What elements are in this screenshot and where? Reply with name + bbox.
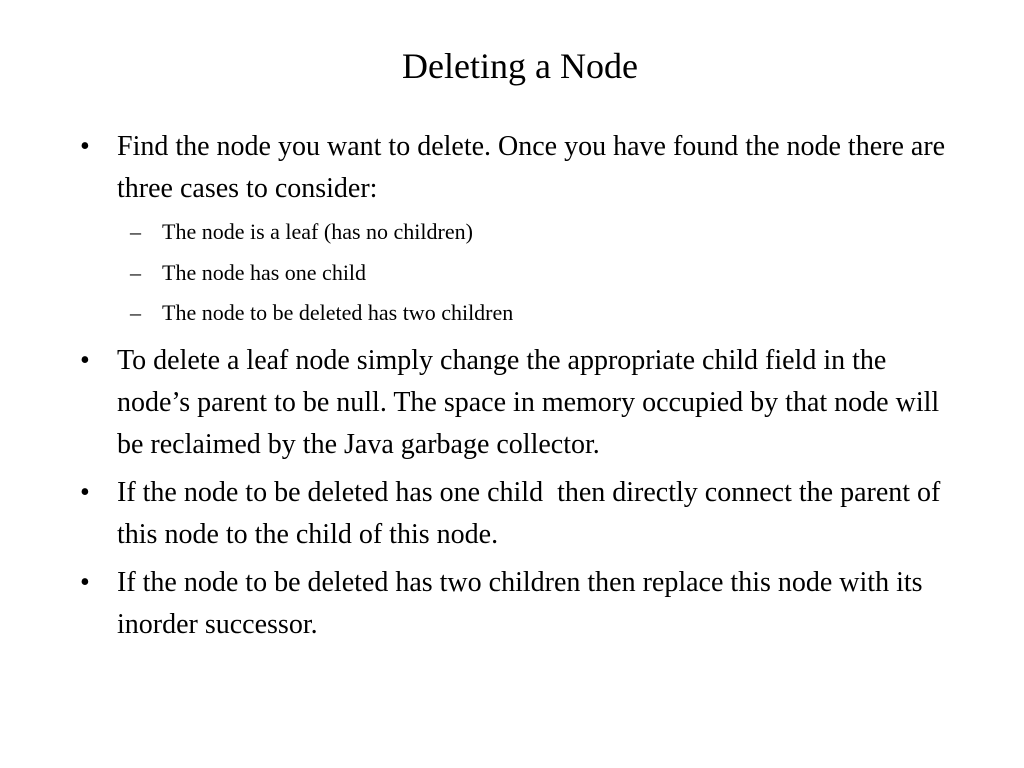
bullet-marker: • [80,131,90,162]
sub-bullet-marker: – [130,259,141,285]
sub-bullet-list [117,212,954,334]
bullet-text: Find the node you want to delete. Once you have found the node there are three cases to consider: [117,131,946,204]
bullet-item [0,562,1024,646]
bullet-item [0,126,1024,334]
bullet-marker: • [80,566,90,598]
sub-bullet-item [117,253,954,294]
bullet-text: If the node to be deleted has two children then replace this node with its inorder successor. [117,566,923,640]
sub-bullet-item [117,293,954,334]
sub-bullet-text: The node is a leaf (has no children) [162,219,473,244]
bullet-item [0,340,1024,466]
sub-bullet-marker: – [130,300,141,325]
bullet-list [0,126,1024,652]
sub-bullet-text: The node to be deleted has two children [162,300,514,325]
slide-title: Deleting a Node [402,46,638,86]
bullet-item [0,472,1024,556]
bullet-text: To delete a leaf node simply change the appropriate child field in the node’s parent to be null. The space in memory occupied by that node will be reclaimed by the Java garbage collector. [117,344,940,460]
bullet-marker: • [80,344,90,376]
sub-bullet-text: The node has one child [162,259,367,285]
sub-bullet-marker: – [130,219,141,244]
bullet-text: If the node to be deleted has one child then directly connect the parent of this node to the child of this node. [117,476,948,550]
bullet-marker: • [80,476,90,508]
sub-bullet-item [117,212,954,253]
